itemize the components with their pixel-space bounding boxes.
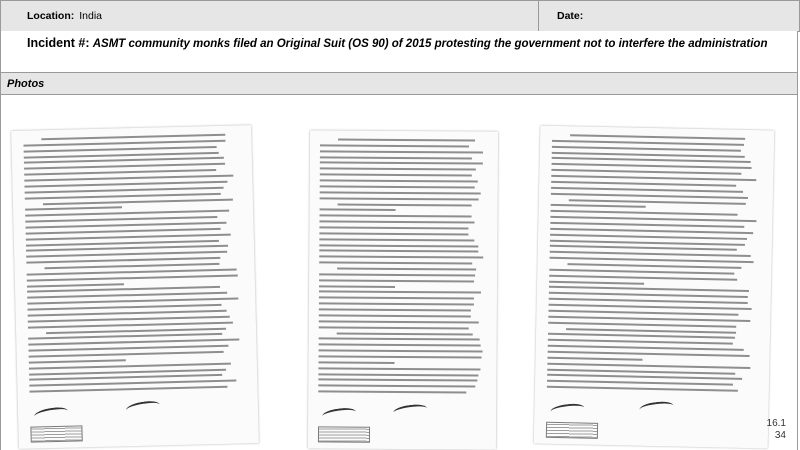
illegible-text-line bbox=[319, 285, 395, 288]
illegible-text-line bbox=[548, 351, 750, 357]
illegible-text-line bbox=[44, 263, 219, 269]
illegible-text-line bbox=[550, 257, 754, 263]
illegible-text-line bbox=[550, 216, 756, 222]
illegible-text-line bbox=[548, 310, 738, 316]
illegible-text-line bbox=[29, 351, 224, 358]
location-value: India bbox=[79, 10, 103, 22]
illegible-text-line bbox=[319, 238, 474, 241]
illegible-text-line bbox=[548, 316, 750, 322]
illegible-text-line bbox=[318, 373, 478, 376]
illegible-text-line bbox=[547, 368, 735, 374]
illegible-text-line bbox=[552, 146, 741, 152]
illegible-text-line bbox=[319, 262, 472, 265]
illegible-text-line bbox=[319, 320, 479, 323]
photo-area bbox=[0, 95, 798, 450]
incident-row bbox=[0, 31, 798, 73]
illegible-text-line bbox=[547, 357, 642, 361]
illegible-text-line bbox=[319, 303, 474, 306]
illegible-text-line bbox=[319, 220, 474, 223]
illegible-text-line bbox=[552, 151, 745, 157]
illegible-text-line bbox=[552, 163, 752, 169]
illegible-text-line bbox=[320, 209, 396, 212]
illegible-text-line bbox=[320, 150, 483, 153]
illegible-text-line bbox=[549, 286, 749, 292]
illegible-text-line bbox=[319, 291, 481, 294]
illegible-text-line bbox=[551, 210, 738, 216]
illegible-text-line bbox=[320, 144, 469, 147]
scanned-legal-page-2 bbox=[308, 130, 498, 449]
illegible-text-line bbox=[547, 362, 749, 368]
signature-mark bbox=[550, 402, 585, 417]
illegible-text-line bbox=[319, 226, 468, 229]
illegible-text-line bbox=[320, 215, 472, 218]
illegible-text-line bbox=[548, 321, 736, 327]
illegible-text-line bbox=[46, 327, 226, 333]
illegible-text-line bbox=[550, 222, 744, 228]
illegible-text-line bbox=[549, 269, 734, 275]
illegible-text-line bbox=[548, 333, 735, 339]
scanned-legal-page-3 bbox=[534, 126, 775, 449]
page-number: 16.134 bbox=[766, 418, 786, 441]
illegible-text-line bbox=[337, 332, 473, 335]
illegible-text-line bbox=[549, 280, 644, 284]
illegible-text-line bbox=[319, 308, 471, 311]
illegible-text-line bbox=[547, 386, 738, 392]
illegible-text-line bbox=[25, 207, 122, 211]
illegible-text-line bbox=[43, 198, 233, 205]
illegible-text-line bbox=[550, 251, 751, 257]
illegible-text-line bbox=[318, 385, 475, 388]
illegible-text-line bbox=[319, 279, 474, 282]
illegible-text-line bbox=[548, 339, 733, 345]
illegible-text-line bbox=[319, 326, 469, 329]
signature-mark bbox=[639, 400, 674, 415]
illegible-text-line bbox=[549, 275, 737, 281]
illegible-text-line bbox=[549, 292, 748, 298]
illegible-text-line bbox=[30, 386, 228, 393]
photos-label: Photos bbox=[7, 78, 45, 90]
illegible-text-line bbox=[319, 297, 474, 300]
official-stamp bbox=[30, 425, 82, 442]
illegible-text-line bbox=[552, 140, 744, 146]
illegible-text-line bbox=[318, 367, 480, 370]
location-label: Location: bbox=[27, 10, 75, 22]
illegible-text-line bbox=[552, 157, 751, 163]
illegible-text-line bbox=[550, 228, 753, 234]
illegible-text-line bbox=[551, 192, 748, 198]
illegible-text-line bbox=[319, 349, 483, 352]
signature-mark bbox=[322, 406, 357, 421]
illegible-text-line bbox=[547, 380, 733, 386]
official-stamp bbox=[318, 426, 370, 442]
illegible-text-line bbox=[320, 197, 479, 200]
illegible-text-line bbox=[550, 233, 747, 239]
illegible-text-line bbox=[319, 250, 478, 253]
illegible-text-line bbox=[320, 185, 475, 188]
date-label: Date: bbox=[557, 10, 584, 22]
illegible-text-line bbox=[551, 169, 741, 175]
illegible-text-line bbox=[566, 328, 736, 334]
illegible-text-line bbox=[319, 344, 481, 347]
illegible-text-line bbox=[549, 298, 748, 304]
illegible-text-line bbox=[319, 232, 468, 235]
illegible-text-line bbox=[318, 379, 477, 382]
illegible-text-line bbox=[319, 256, 483, 259]
illegible-text-line bbox=[27, 283, 124, 287]
illegible-text-line bbox=[318, 361, 394, 364]
illegible-text-line bbox=[338, 203, 472, 206]
illegible-text-line bbox=[320, 179, 478, 182]
illegible-text-line bbox=[549, 304, 752, 310]
illegible-text-line bbox=[550, 245, 737, 251]
location-cell bbox=[1, 1, 539, 31]
illegible-text-line bbox=[338, 139, 475, 142]
illegible-text-line bbox=[318, 391, 466, 394]
illegible-text-line bbox=[551, 204, 646, 208]
illegible-text-line bbox=[319, 314, 471, 317]
date-cell bbox=[539, 1, 799, 31]
incident-prefix: Incident #: bbox=[27, 36, 90, 50]
illegible-text-line bbox=[337, 268, 476, 271]
signature-mark bbox=[392, 403, 427, 418]
illegible-text-line bbox=[320, 168, 476, 171]
header-row bbox=[0, 0, 800, 32]
scanned-legal-page-1 bbox=[11, 125, 259, 449]
illegible-text-line bbox=[548, 345, 744, 351]
illegible-text-line bbox=[319, 355, 482, 358]
illegible-text-line bbox=[567, 263, 741, 269]
illegible-text-line bbox=[570, 134, 745, 140]
illegible-text-line bbox=[547, 374, 742, 380]
illegible-text-line bbox=[319, 244, 478, 247]
signature-mark bbox=[33, 405, 68, 421]
illegible-text-line bbox=[27, 274, 238, 281]
illegible-text-line bbox=[551, 187, 743, 193]
illegible-text-line bbox=[320, 162, 483, 165]
illegible-text-line bbox=[29, 359, 126, 363]
illegible-text-line bbox=[551, 181, 736, 187]
official-stamp bbox=[546, 422, 598, 439]
illegible-text-line bbox=[320, 191, 481, 194]
photos-heading bbox=[0, 73, 798, 95]
illegible-text-line bbox=[319, 338, 480, 341]
illegible-text-line bbox=[551, 175, 756, 181]
signature-mark bbox=[125, 399, 160, 415]
illegible-text-line bbox=[319, 273, 475, 276]
illegible-text-line bbox=[320, 174, 472, 177]
illegible-text-line bbox=[320, 156, 472, 159]
incident-description: ASMT community monks filed an Original Suit (OS 90) of 2015 protesting the government not to interfere the administration bbox=[92, 38, 768, 50]
illegible-text-line bbox=[550, 239, 745, 245]
illegible-text-line bbox=[569, 199, 746, 205]
